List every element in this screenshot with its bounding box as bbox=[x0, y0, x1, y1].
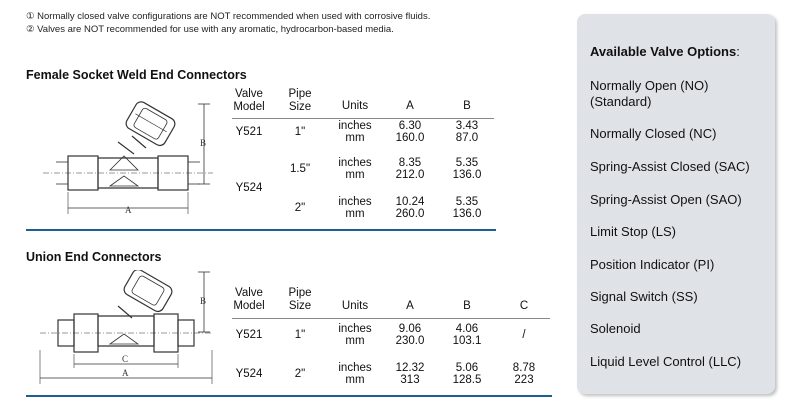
header-b: B bbox=[463, 100, 471, 112]
cell-c: / bbox=[522, 329, 526, 341]
cell-pipe: 1" bbox=[294, 329, 306, 341]
cell-units: inches mm bbox=[338, 120, 372, 144]
cell-model: Y524 bbox=[235, 368, 263, 380]
cell-pipe: 2" bbox=[294, 368, 306, 380]
cell-units: inches mm bbox=[338, 362, 372, 386]
option-liquid-level-control: Liquid Level Control (LLC) bbox=[590, 354, 742, 369]
table-row bbox=[226, 315, 552, 355]
cell-pipe: 1.5" bbox=[289, 163, 311, 175]
cell-a: 10.24 260.0 bbox=[395, 196, 425, 220]
option-spring-assist-closed: Spring-Assist Closed (SAC) bbox=[590, 159, 750, 174]
header-pipe-size: Pipe Size bbox=[288, 88, 312, 113]
actuator bbox=[122, 270, 174, 314]
cell-units: inches mm bbox=[338, 157, 372, 181]
section-divider bbox=[26, 229, 496, 231]
cell-model: Y521 bbox=[235, 126, 263, 138]
socket-weld-title: Female Socket Weld End Connectors bbox=[26, 68, 247, 82]
table-row bbox=[226, 115, 496, 149]
cell-b: 5.35 136.0 bbox=[452, 196, 482, 220]
dim-a-label: A bbox=[125, 205, 132, 215]
cell-pipe: 2" bbox=[294, 202, 306, 214]
union-end-title: Union End Connectors bbox=[26, 250, 162, 264]
dim-c-label: C bbox=[122, 354, 129, 364]
header-c: C bbox=[519, 300, 529, 312]
cell-b: 4.06 103.1 bbox=[452, 323, 482, 347]
cell-b: 5.35 136.0 bbox=[452, 157, 482, 181]
header-divider bbox=[232, 118, 494, 119]
socket-weld-valve-drawing bbox=[38, 96, 218, 220]
note-1: ① Normally closed valve configurations are NOT recommended when used with corrosive fluids. bbox=[26, 11, 431, 22]
cell-a: 9.06 230.0 bbox=[395, 323, 425, 347]
header-units: Units bbox=[341, 100, 369, 112]
cell-pipe: 1" bbox=[294, 126, 306, 138]
option-solenoid: Solenoid bbox=[590, 321, 641, 336]
dim-a-label: A bbox=[122, 368, 129, 378]
cell-a: 6.30 160.0 bbox=[395, 120, 425, 144]
union-end-valve-drawing bbox=[36, 270, 216, 388]
header-valve-model: Valve Model bbox=[233, 88, 265, 113]
cell-units: inches mm bbox=[338, 196, 372, 220]
union-end-table bbox=[226, 285, 552, 393]
header-a: A bbox=[406, 300, 414, 312]
table-row bbox=[226, 355, 552, 393]
note-2: ② Valves are NOT recommended for use with any aromatic, hydrocarbon-based media. bbox=[26, 24, 394, 35]
header-units: Units bbox=[341, 300, 369, 312]
option-normally-open: Normally Open (NO) (Standard) bbox=[590, 78, 709, 109]
option-position-indicator: Position Indicator (PI) bbox=[590, 257, 715, 272]
table-row bbox=[226, 149, 496, 189]
cell-a: 8.35 212.0 bbox=[395, 157, 425, 181]
option-spring-assist-open: Spring-Assist Open (SAO) bbox=[590, 192, 742, 207]
option-signal-switch: Signal Switch (SS) bbox=[590, 289, 698, 304]
valve-options-panel bbox=[577, 14, 775, 394]
header-a: A bbox=[406, 100, 414, 112]
cell-c: 8.78 223 bbox=[512, 362, 536, 386]
option-normally-closed: Normally Closed (NC) bbox=[590, 126, 717, 141]
dim-b-label: B bbox=[200, 296, 207, 306]
header-divider bbox=[232, 318, 550, 319]
cell-a: 12.32 313 bbox=[395, 362, 425, 386]
notes bbox=[26, 10, 430, 36]
option-limit-stop: Limit Stop (LS) bbox=[590, 224, 676, 239]
actuator bbox=[124, 100, 177, 148]
header-valve-model: Valve Model bbox=[233, 287, 265, 312]
panel-title: Available Valve Options: bbox=[590, 44, 740, 59]
cell-model: Y524 bbox=[235, 182, 263, 194]
cell-b: 5.06 128.5 bbox=[452, 362, 482, 386]
cell-model: Y521 bbox=[235, 329, 263, 341]
cell-b: 3.43 87.0 bbox=[455, 120, 479, 144]
socket-weld-table bbox=[226, 87, 496, 227]
dim-b-label: B bbox=[200, 138, 207, 148]
header-pipe-size: Pipe Size bbox=[288, 287, 312, 312]
cell-units: inches mm bbox=[338, 323, 372, 347]
header-b: B bbox=[463, 300, 471, 312]
section-divider bbox=[26, 395, 552, 397]
